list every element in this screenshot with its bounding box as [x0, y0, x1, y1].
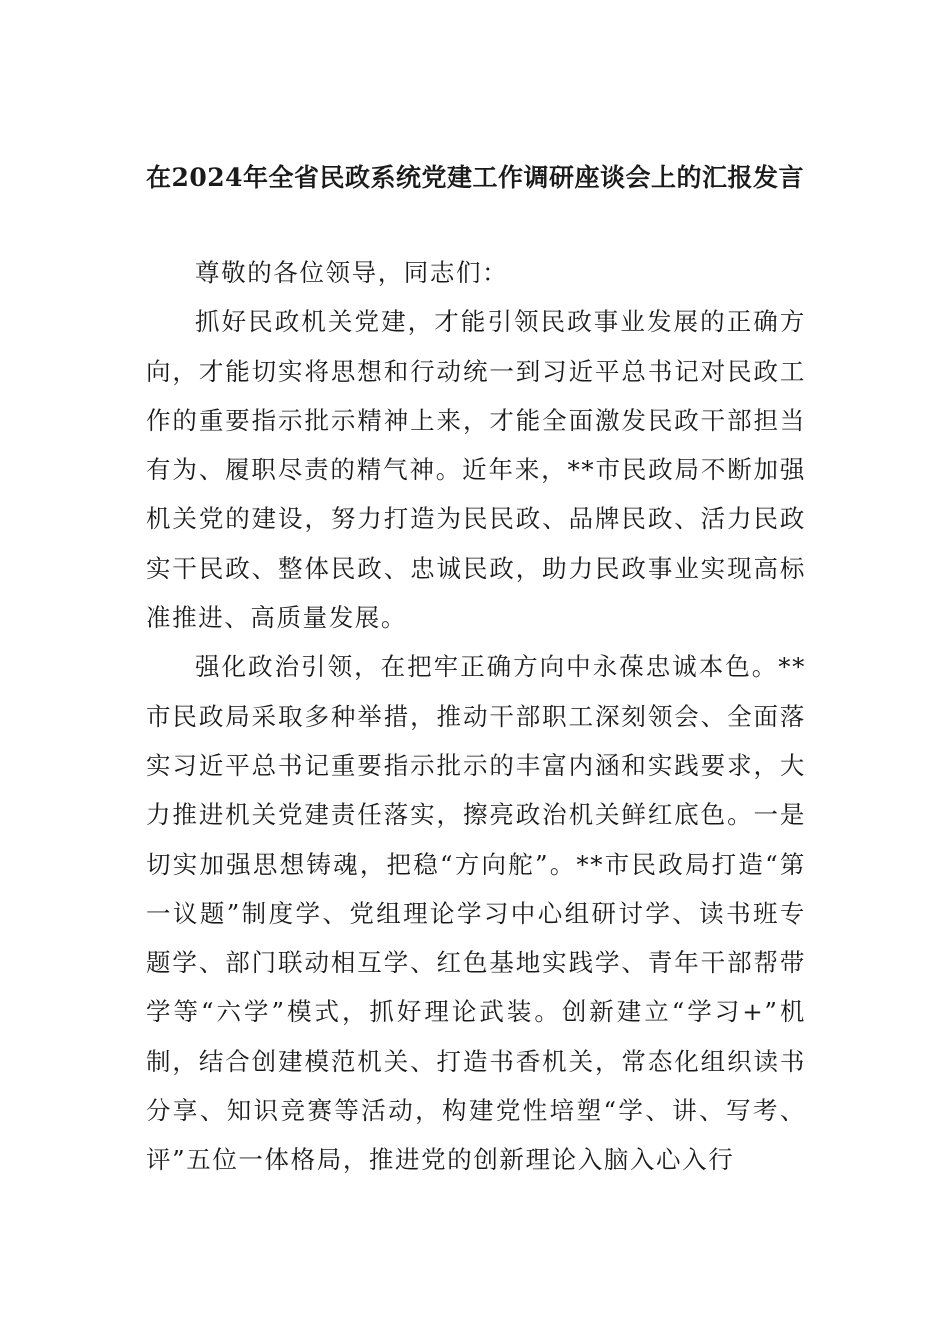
document-body: [146, 248, 806, 1185]
document-title: 在2024年全省民政系统党建工作调研座谈会上的汇报发言: [145, 163, 805, 192]
salutation: 尊敬的各位领导，同志们：: [195, 258, 509, 287]
paragraph-political-leadership: 强化政治引领，在把牢正确方向中永葆忠诚本色。**市民政局采取多种举措，推动干部职工深刻领会、全面落实习近平总书记重要指示批示的丰富内涵和实践要求，大力推进机关党建责任落实，擦亮政治机关鲜红底色。一是切实加强思想铸魂，把稳“方向舵”。**市民政局打造“第一议题”制度学、党组理论学习中心组研讨学、读书班专题学、部门联动相互学、红色基地实践学、青年干部帮带学等“六学”模式，抓好理论武装。创新建立“学习+”机制，结合创建模范机关、打造书香机关，常态化组织读书分享、知识竞赛等活动，构建党性培塑“学、讲、写考、评”五位一体格局，推进党的创新理论入脑入心入行: [146, 652, 806, 1175]
paragraph-intro: 抓好民政机关党建，才能引领民政事业发展的正确方向，才能切实将思想和行动统一到习近平总书记对民政工作的重要指示批示精神上来，才能全面激发民政干部担当有为、履职尽责的精气神。近年来，**市民政局不断加强机关党的建设，努力打造为民民政、品牌民政、活力民政实干民政、整体民政、忠诚民政，助力民政事业实现高标准推进、高质量发展。: [146, 307, 806, 633]
